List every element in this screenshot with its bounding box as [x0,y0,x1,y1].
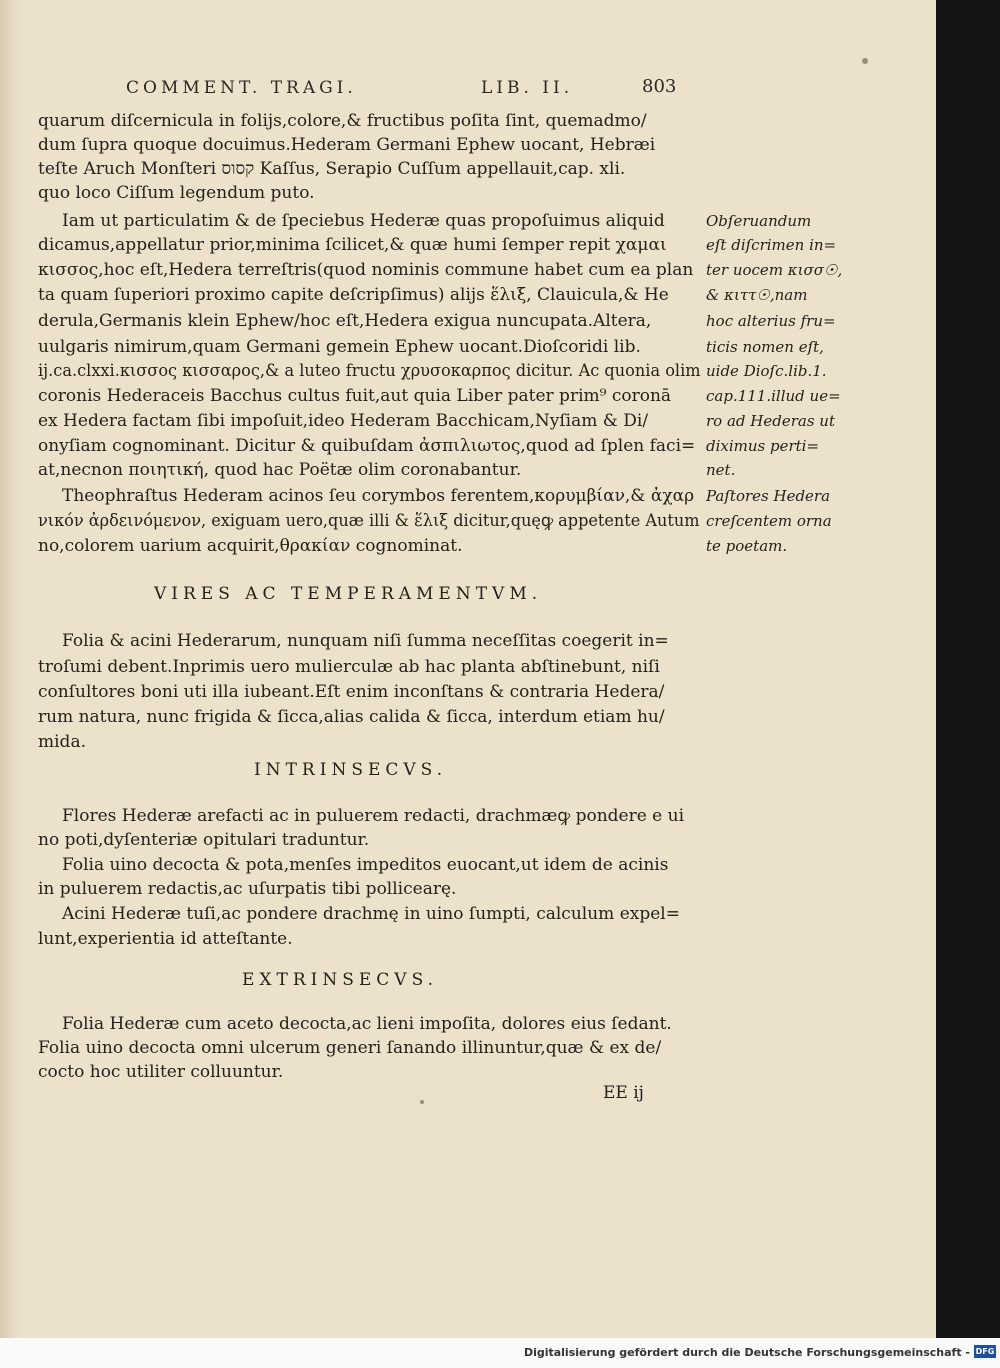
text-line: νικόν ἀρδεινόμενον, exiguam uero,quæ illi & ἕλιξ dicitur,quęꝙ appetente Autum [38,511,700,531]
page-gutter-shadow [0,0,20,1338]
margin-note: ter uocem κισσ☉, [706,261,843,279]
margin-note: Paſtores Hedera [706,487,831,505]
margin-note: ro ad Hederas ut [706,412,835,430]
signature-mark: EE ij [603,1083,644,1103]
text-line: quo loco Ciſſum legendum puto. [38,183,315,203]
text-line: Folia & acini Hederarum, nunquam niſi ſumma neceſſitas coegerit in= [62,631,669,651]
text-line: lunt,experientia id atteſtante. [38,929,293,949]
text-line: at,necnon ποιητική, quod hac Poëtæ olim coronabantur. [38,460,522,480]
scan-background [936,0,1000,1338]
text-line: κισσος,hoc eſt,Hedera terreſtris(quod nominis commune habet cum ea plan [38,260,694,280]
paper-spot [420,1100,424,1104]
paper-spot [862,58,868,64]
text-line: quarum diſcernicula in folijs,colore,& fructibus poſita ſint, quemadmo/ [38,111,647,131]
funding-notice: Digitalisierung gefördert durch die Deutsche Forschungsgemeinschaft - [523,1346,970,1359]
text-line: Acini Hederæ tuſi,ac pondere drachmę in uino ſumpti, calculum expel= [62,904,680,924]
header-title: COMMENT. TRAGI. [126,78,357,98]
margin-note: te poetam. [706,537,788,555]
text-line: onyſiam cognominant. Dicitur & quibuſdam ἀσπιλιωτος,quod ad ſplen faci= [38,436,696,456]
section-heading: EXTRINSECVS. [242,970,439,990]
text-line: ta quam ſuperiori proximo capite deſcripſimus) alijs ἕλιξ, Clauicula,& He [38,285,669,305]
margin-note: diximus perti= [706,437,820,455]
text-line: cocto hoc utiliter colluuntur. [38,1062,284,1082]
text-line: Folia uino decocta omni ulcerum generi ſanando illinuntur,quæ & ex de/ [38,1038,662,1058]
margin-note: Obſeruandum [706,212,812,230]
text-line: dum ſupra quoque docuimus.Hederam Germani Ephew uocant, Hebræi [38,135,656,155]
text-line: derula,Germanis klein Ephew/hoc eſt,Hedera exigua nuncupata.Altera, [38,311,652,331]
text-line: mida. [38,732,86,752]
dfg-logo: DFG [975,1347,995,1356]
margin-note: cap.111.illud ue= [706,387,841,405]
text-line: rum natura, nunc frigida & ſicca,alias calida & ſicca, interdum etiam hu/ [38,707,665,727]
margin-note: creſcentem orna [706,512,832,530]
text-line: Flores Hederæ arefacti ac in puluerem redacti, drachmæꝙ pondere e ui [62,806,685,826]
margin-note: net. [706,461,736,479]
text-line: conſultores boni uti illa iubeant.Eſt enim inconſtans & contraria Hedera/ [38,682,665,702]
margin-note: hoc alterius fru= [706,312,836,330]
text-line: no poti,dyſenteriæ opitulari traduntur. [38,830,370,850]
text-line: in puluerem redactis,ac uſurpatis tibi pollicearę. [38,879,457,899]
text-line: troſumi debent.Inprimis uero mulierculæ ab hac planta abſtinebunt, niſi [38,657,660,677]
margin-note: uide Dioſc.lib.1. [706,362,827,380]
running-header [126,78,676,104]
text-line: no,colorem uarium acquirit,θρακίαν cognominat. [38,536,463,556]
text-line: coronis Hederaceis Bacchus cultus fuit,aut quia Liber pater prim⁹ coronā [38,386,672,406]
margin-note: ticis nomen eſt, [706,338,824,356]
margin-note: eſt diſcrimen in= [706,236,837,254]
text-line: Theophraſtus Hederam acinos ſeu corymbos ferentem,κορυμβίαν,& ἀχαρ [62,486,695,506]
text-line: Iam ut particulatim & de ſpeciebus Hederæ quas propoſuimus aliquid [62,211,665,231]
text-line: Folia Hederæ cum aceto decocta,ac lieni impoſita, dolores eius ſedant. [62,1014,672,1034]
text-line: Folia uino decocta & pota,menſes impeditos euocant,ut idem de acinis [62,855,669,875]
text-line: ex Hedera factam ſibi impoſuit,ideo Hederam Bacchicam,Nyſiam & Di/ [38,411,649,431]
section-heading: INTRINSECVS. [254,760,448,780]
text-line: dicamus,appellatur prior,minima ſcilicet,& quæ humi ſemper repit χαμαι [38,235,667,255]
text-line: teſte Aruch Monſteri קסוס Kaſſus, Serapio Cuſſum appellauit,cap. xli. [38,159,626,179]
page-number: 803 [642,76,677,97]
text-line: ij.ca.clxxi.κισσος κισσαρος,& a luteo fructu χρυσοκαρπος dicitur. Ac quonia olim [38,361,701,381]
section-heading: VIRES AC TEMPERAMENTVM. [154,584,543,604]
text-line: uulgaris nimirum,quam Germani gemein Ephew uocant.Dioſcoridi lib. [38,337,641,357]
margin-note: & κιττ☉,nam [706,286,808,304]
header-book: LIB. II. [481,78,574,98]
